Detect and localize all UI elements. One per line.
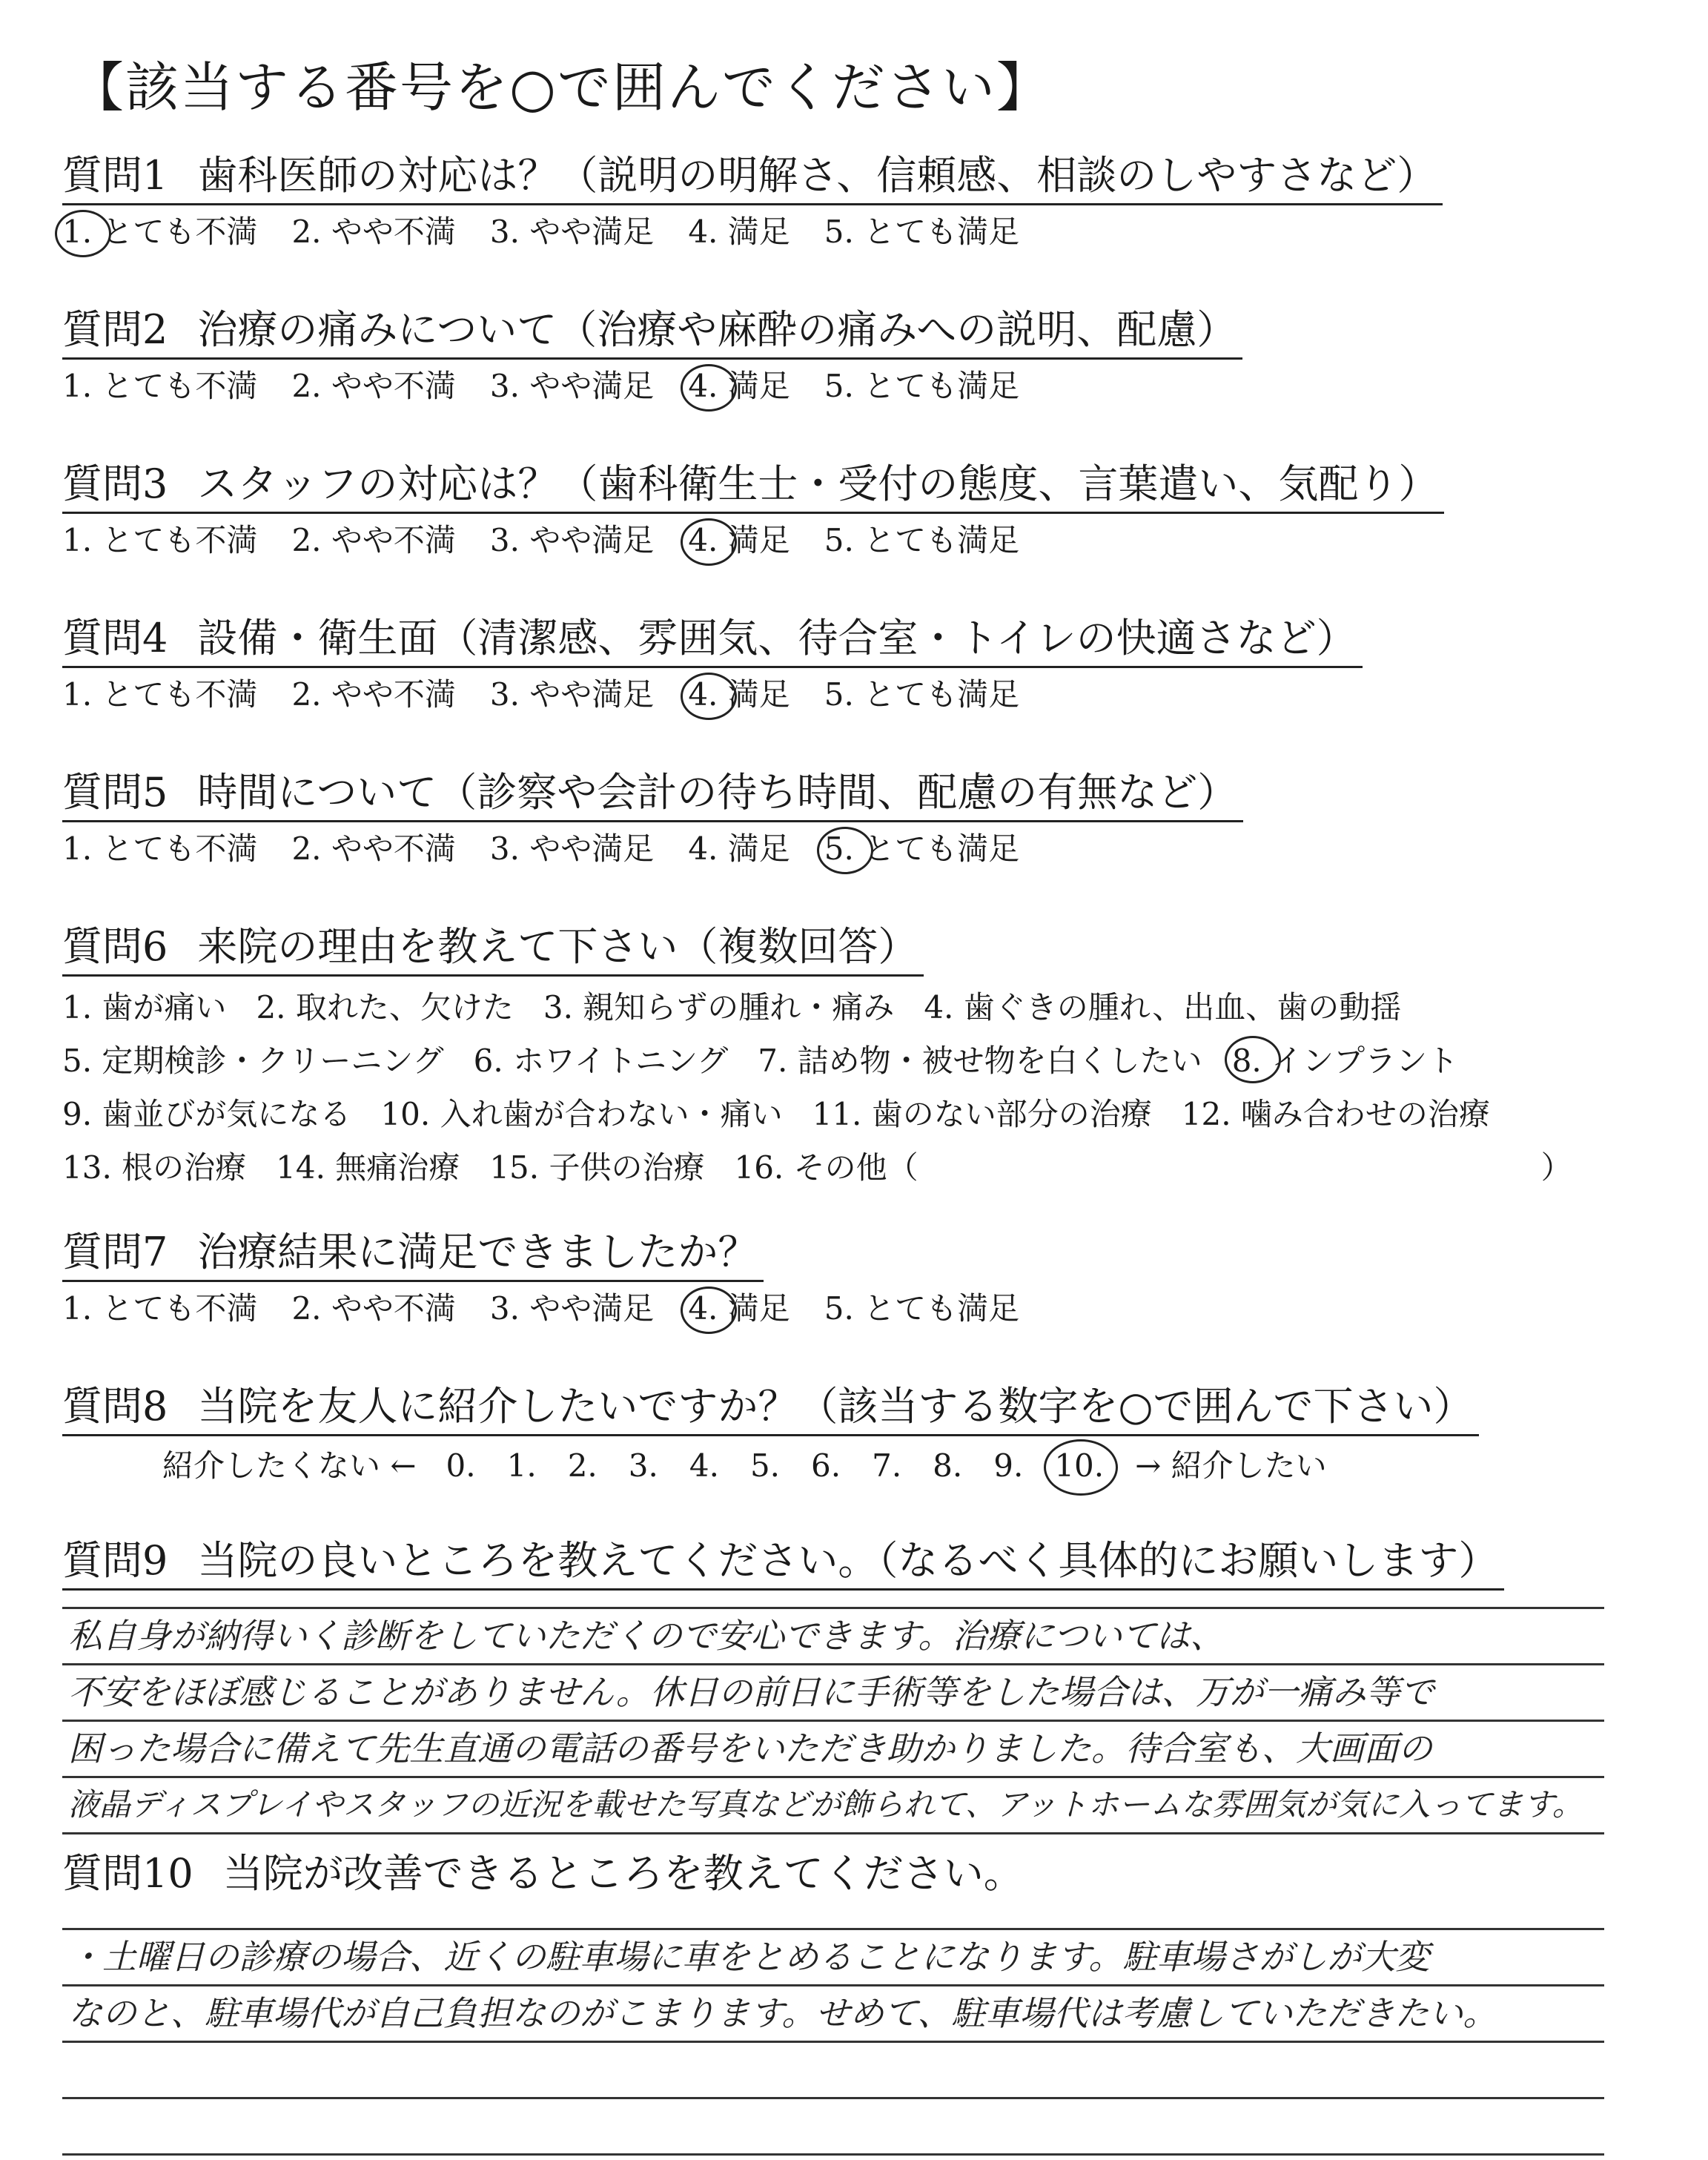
option-1[interactable]: 1. とても不満: [62, 676, 258, 713]
answer-line: ・土曜日の診療の場合、近くの駐車場に車をとめることになります。駐車場さがしが大変: [62, 1930, 1604, 1986]
reason-option-selected[interactable]: 8. インプラント: [1232, 1034, 1458, 1088]
answer-line: なのと、駐車場代が自己負担なのがこまります。せめて、駐車場代は考慮していただきたい。: [62, 1986, 1604, 2043]
scale-value[interactable]: 6.: [811, 1447, 841, 1484]
question-number: 質問1: [62, 152, 168, 199]
reasons-row: [62, 1034, 1693, 1088]
options-row: [62, 363, 1693, 410]
reason-option[interactable]: 12. 噛み合わせの治療: [1181, 1096, 1490, 1132]
answer-area-improvements[interactable]: [62, 1928, 1604, 2156]
question-number: 質問5: [62, 769, 168, 816]
recommend-scale: [162, 1442, 1693, 1490]
reason-option[interactable]: 5. 定期検診・クリーニング: [62, 1043, 444, 1079]
question-3: [62, 457, 1693, 564]
question-text: 設備・衛生面（清潔感、雰囲気、待合室・トイレの快適さなど）: [197, 615, 1357, 661]
question-number: 質問2: [62, 306, 168, 353]
reason-option[interactable]: 15. 子供の治療: [489, 1149, 705, 1186]
option-4[interactable]: 4. 満足: [688, 214, 790, 250]
question-text: 来院の理由を教えて下さい（複数回答）: [197, 923, 918, 970]
reasons-row: [62, 1088, 1693, 1141]
question-heading: [62, 148, 1443, 205]
option-2[interactable]: 2. やや不満: [291, 676, 456, 713]
option-5[interactable]: 5. とても満足: [824, 368, 1020, 404]
reason-option[interactable]: 3. 親知らずの腫れ・痛み: [543, 989, 895, 1025]
question-heading: [62, 1379, 1479, 1436]
option-1[interactable]: 1. とても不満: [62, 830, 258, 867]
option-3[interactable]: 3. やや満足: [489, 522, 655, 558]
reasons-row: [62, 1141, 1693, 1195]
answer-area-good-points[interactable]: [62, 1607, 1604, 1834]
option-5[interactable]: 5. とても満足: [824, 1290, 1020, 1327]
question-5: [62, 765, 1693, 873]
question-number: 質問7: [62, 1229, 168, 1275]
options-row: [62, 517, 1693, 564]
answer-line: 不安をほぼ感じることがありません。休日の前日に手術等をした場合は、万が一痛み等で: [62, 1665, 1604, 1722]
question-heading: [62, 457, 1444, 514]
scale-value[interactable]: 2.: [567, 1447, 598, 1484]
question-heading: [62, 919, 924, 977]
reason-option-other[interactable]: 16. その他（ ）: [734, 1149, 1572, 1186]
question-text: 当院を友人に紹介したいですか？（該当する数字を○で囲んで下さい）: [197, 1383, 1474, 1430]
question-8: [62, 1379, 1693, 1490]
option-4[interactable]: 4. 満足: [688, 830, 790, 867]
option-3[interactable]: 3. やや満足: [489, 1290, 655, 1327]
reason-option[interactable]: 6. ホワイトニング: [473, 1043, 729, 1079]
option-4[interactable]: 4. 満足: [688, 1285, 790, 1332]
question-1: [62, 148, 1693, 256]
option-2[interactable]: 2. やや不満: [291, 368, 456, 404]
answer-line: [62, 2043, 1604, 2099]
reason-option[interactable]: 2. 取れた、欠けた: [256, 989, 514, 1025]
question-heading: [62, 1533, 1504, 1591]
question-heading: [62, 1225, 764, 1282]
question-7: [62, 1225, 1693, 1332]
option-2[interactable]: 2. やや不満: [291, 1290, 456, 1327]
scale-value[interactable]: 8.: [933, 1447, 963, 1484]
options-row: [62, 671, 1693, 719]
option-2[interactable]: 2. やや不満: [291, 522, 456, 558]
option-3[interactable]: 3. やや満足: [489, 830, 655, 867]
reason-option[interactable]: 13. 根の治療: [62, 1149, 247, 1186]
question-heading: [62, 1846, 1693, 1901]
scale-left-label: 紹介したくない ←: [162, 1447, 417, 1484]
option-3[interactable]: 3. やや満足: [489, 676, 655, 713]
scale-right-label: → 紹介したい: [1135, 1447, 1327, 1484]
question-heading: [62, 303, 1242, 360]
question-heading: [62, 765, 1243, 822]
option-2[interactable]: 2. やや不満: [291, 830, 456, 867]
option-1[interactable]: 1. とても不満: [62, 1290, 258, 1327]
option-1[interactable]: 1. とても不満: [62, 368, 258, 404]
question-number: 質問10: [62, 1850, 193, 1897]
options-row: [62, 208, 1693, 256]
option-3[interactable]: 3. やや満足: [489, 214, 655, 250]
reason-option[interactable]: 11. 歯のない部分の治療: [812, 1096, 1152, 1132]
option-1[interactable]: 1. とても不満: [62, 522, 258, 558]
question-text: スタッフの対応は？（歯科衛生士・受付の態度、言葉遣い、気配り）: [197, 460, 1439, 507]
answer-line: 困った場合に備えて先生直通の電話の番号をいただき助かりました。待合室も、大画面の: [62, 1722, 1604, 1778]
scale-value[interactable]: 7.: [872, 1447, 902, 1484]
option-1[interactable]: 1. とても不満: [62, 208, 257, 256]
scale-value[interactable]: 1.: [506, 1447, 537, 1484]
question-number: 質問4: [62, 615, 168, 661]
question-6: [62, 919, 1693, 1195]
question-number: 質問8: [62, 1383, 168, 1430]
reasons-row: [62, 981, 1693, 1034]
answer-line: 液晶ディスプレイやスタッフの近況を載せた写真などが飾られて、アットホームな雰囲気が気に入ってます。: [62, 1778, 1604, 1834]
answer-line: [62, 2099, 1604, 2156]
scale-value[interactable]: 0.: [446, 1447, 476, 1484]
question-text: 治療の痛みについて（治療や麻酔の痛みへの説明、配慮）: [197, 306, 1237, 353]
question-text: 時間について（診察や会計の待ち時間、配慮の有無など）: [197, 769, 1238, 816]
reason-option[interactable]: 4. 歯ぐきの腫れ、出血、歯の動揺: [924, 989, 1402, 1025]
question-text: 当院の良いところを教えてください。（なるべく具体的にお願いします）: [197, 1537, 1499, 1584]
option-3[interactable]: 3. やや満足: [489, 368, 655, 404]
reasons-list: [62, 981, 1693, 1195]
options-row: [62, 1285, 1693, 1332]
scale-value[interactable]: 4.: [689, 1447, 719, 1484]
question-10: [62, 1846, 1693, 2156]
reason-option[interactable]: 14. 無痛治療: [276, 1149, 460, 1186]
option-5[interactable]: 5. とても満足: [824, 676, 1020, 713]
scale-value[interactable]: 5.: [749, 1447, 781, 1484]
question-2: [62, 303, 1693, 410]
scale-value[interactable]: 9.: [993, 1447, 1024, 1484]
option-2[interactable]: 2. やや不満: [291, 214, 456, 250]
scale-value[interactable]: 3.: [628, 1447, 658, 1484]
question-number: 質問9: [62, 1537, 168, 1584]
question-text: 歯科医師の対応は？（説明の明解さ、信頼感、相談のしやすさなど）: [197, 152, 1437, 199]
option-4[interactable]: 4. 満足: [688, 363, 790, 410]
question-number: 質問3: [62, 460, 168, 507]
question-text: 治療結果に満足できましたか？: [197, 1229, 758, 1275]
option-4[interactable]: 4. 満足: [688, 671, 790, 719]
option-5[interactable]: 5. とても満足: [824, 214, 1020, 250]
option-5[interactable]: 5. とても満足: [824, 522, 1020, 558]
page-title: 【該当する番号を○で囲んでください】: [70, 56, 1051, 119]
option-5[interactable]: 5. とても満足: [824, 825, 1019, 873]
reason-option[interactable]: 10. 入れ歯が合わない・痛い: [380, 1096, 783, 1132]
question-4: [62, 611, 1693, 719]
options-row: [62, 825, 1693, 873]
option-4[interactable]: 4. 満足: [688, 517, 790, 564]
reason-option[interactable]: 7. 詰め物・被せ物を白くしたい: [758, 1043, 1202, 1079]
question-number: 質問6: [62, 923, 168, 970]
question-text: 当院が改善できるところを教えてください。: [222, 1850, 1024, 1897]
scale-value-selected[interactable]: 10.: [1054, 1442, 1104, 1490]
answer-line: 私自身が納得いく診断をしていただくので安心できます。治療については、: [62, 1609, 1604, 1665]
question-9: [62, 1533, 1693, 1834]
reason-option[interactable]: 9. 歯並びが気になる: [62, 1096, 351, 1132]
question-heading: [62, 611, 1363, 668]
reason-option[interactable]: 1. 歯が痛い: [62, 989, 227, 1025]
